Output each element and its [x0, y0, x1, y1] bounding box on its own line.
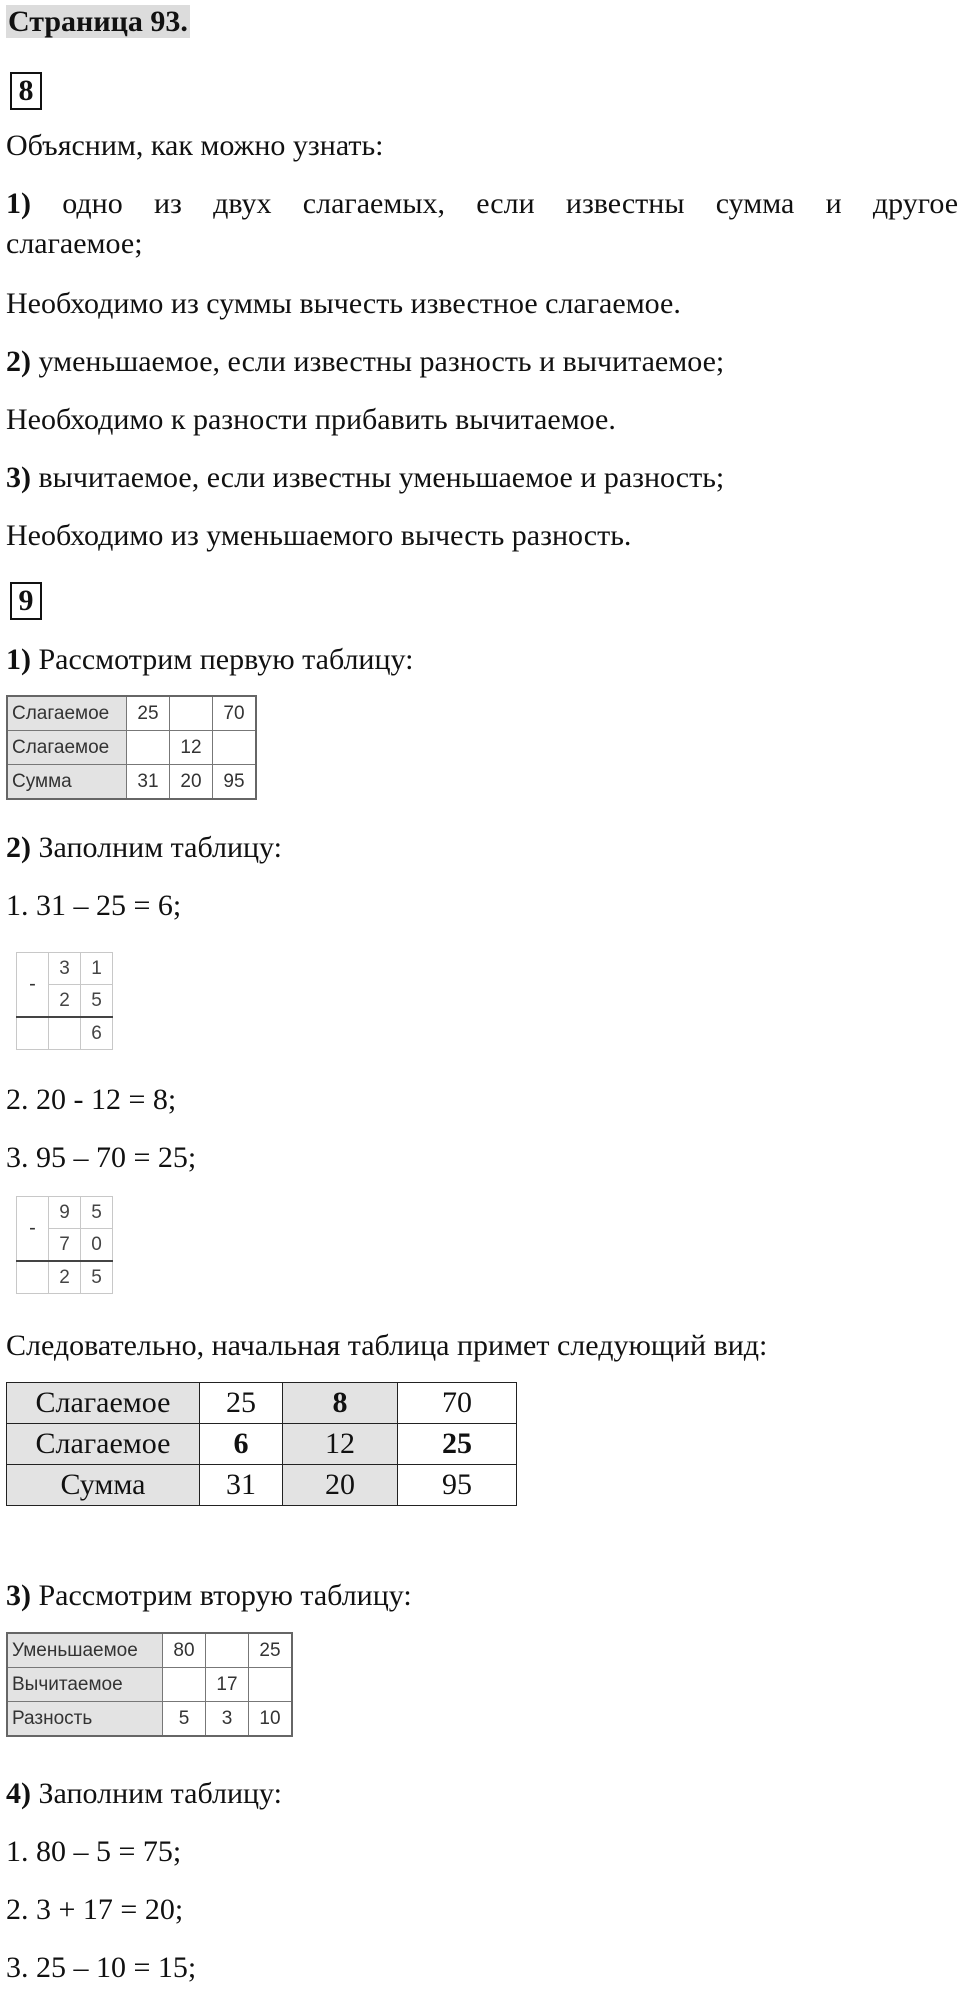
- digit: 2: [49, 985, 81, 1018]
- empty-cell: [17, 1017, 49, 1050]
- table-cell: 20: [170, 765, 213, 800]
- table-cell: 80: [163, 1633, 206, 1668]
- calculation-1: 1. 31 – 25 = 6;: [6, 889, 182, 922]
- task-8-item-1-question: 1) одно из двух слагаемых, если известны сумма и другое: [6, 187, 959, 220]
- first-table: [6, 695, 257, 800]
- table-row: [7, 1702, 292, 1737]
- digit: 5: [81, 985, 113, 1018]
- empty-cell: [17, 1261, 49, 1294]
- row-label: Сумма: [7, 765, 127, 800]
- table-cell: [170, 696, 213, 731]
- calculation-4: 1. 80 – 5 = 75;: [6, 1835, 182, 1868]
- table-row: [7, 1424, 517, 1465]
- table-cell: 31: [200, 1465, 283, 1506]
- table-cell: [213, 731, 257, 765]
- row-label: Слагаемое: [7, 1424, 200, 1465]
- table-cell-filled: 6: [200, 1424, 283, 1465]
- table-cell: 5: [163, 1702, 206, 1737]
- calculation-5: 2. 3 + 17 = 20;: [6, 1893, 184, 1926]
- table-cell: 70: [213, 696, 257, 731]
- table-cell: 95: [213, 765, 257, 800]
- table-row: [7, 1383, 517, 1424]
- digit: 3: [49, 953, 81, 985]
- result-table: [6, 1382, 517, 1506]
- second-table: [6, 1632, 293, 1737]
- digit: 5: [81, 1261, 113, 1294]
- table-cell: 20: [283, 1465, 398, 1506]
- table-row: [7, 731, 256, 765]
- task-9-step-3: 3) Рассмотрим вторую таблицу:: [6, 1579, 412, 1612]
- row-label: Уменьшаемое: [7, 1633, 163, 1668]
- table-cell: 31: [127, 765, 170, 800]
- digit: 2: [49, 1261, 81, 1294]
- task-8-intro: Объясним, как можно узнать:: [6, 129, 384, 162]
- page-title: Страница 93.: [8, 5, 188, 38]
- task-8-item-2-question: 2) уменьшаемое, если известны разность и вычитаемое;: [6, 345, 725, 378]
- table-cell-filled: 25: [398, 1424, 517, 1465]
- task-8-item-1-question-cont: слагаемое;: [6, 227, 143, 260]
- row-label: Слагаемое: [7, 696, 127, 731]
- minus-sign: -: [17, 1197, 49, 1262]
- calculation-2: 2. 20 - 12 = 8;: [6, 1083, 177, 1116]
- minus-sign: -: [17, 953, 49, 1018]
- column-subtraction-2: [16, 1196, 113, 1294]
- table-cell-filled: 8: [283, 1383, 398, 1424]
- row-label: Вычитаемое: [7, 1668, 163, 1702]
- table-cell: [163, 1668, 206, 1702]
- task-9-step-4: 4) Заполним таблицу:: [6, 1777, 283, 1810]
- digit: 6: [81, 1017, 113, 1050]
- table-cell: 3: [206, 1702, 249, 1737]
- table-row: [7, 765, 256, 800]
- row-label: Слагаемое: [7, 1383, 200, 1424]
- task-8-item-3-answer: Необходимо из уменьшаемого вычесть разность.: [6, 519, 632, 552]
- digit: 5: [81, 1197, 113, 1229]
- row-label: Разность: [7, 1702, 163, 1737]
- table-cell: [206, 1633, 249, 1668]
- task-9-step-1: 1) Рассмотрим первую таблицу:: [6, 643, 414, 676]
- calculation-6: 3. 25 – 10 = 15;: [6, 1951, 197, 1984]
- row-label: Слагаемое: [7, 731, 127, 765]
- table-row: [7, 1668, 292, 1702]
- digit: 1: [81, 953, 113, 985]
- conclusion-text: Следовательно, начальная таблица примет следующий вид:: [6, 1329, 768, 1362]
- task-9-step-2: 2) Заполним таблицу:: [6, 831, 283, 864]
- task-8-item-2-answer: Необходимо к разности прибавить вычитаемое.: [6, 403, 616, 436]
- task-8-number: 8: [10, 72, 42, 110]
- table-cell: [249, 1668, 293, 1702]
- table-cell: 10: [249, 1702, 293, 1737]
- table-row: [7, 696, 256, 731]
- table-cell: [127, 731, 170, 765]
- table-cell: 70: [398, 1383, 517, 1424]
- digit: 9: [49, 1197, 81, 1229]
- table-cell: 95: [398, 1465, 517, 1506]
- calculation-3: 3. 95 – 70 = 25;: [6, 1141, 197, 1174]
- column-subtraction-1: [16, 952, 113, 1050]
- table-cell: 25: [200, 1383, 283, 1424]
- row-label: Сумма: [7, 1465, 200, 1506]
- digit: 0: [81, 1229, 113, 1262]
- table-cell: 25: [249, 1633, 293, 1668]
- table-cell: 17: [206, 1668, 249, 1702]
- digit: 7: [49, 1229, 81, 1262]
- table-cell: 12: [170, 731, 213, 765]
- task-8-item-3-question: 3) вычитаемое, если известны уменьшаемое и разность;: [6, 461, 725, 494]
- table-cell: 25: [127, 696, 170, 731]
- task-9-number: 9: [10, 582, 42, 620]
- table-cell: 12: [283, 1424, 398, 1465]
- table-row: [7, 1633, 292, 1668]
- task-8-item-1-answer: Необходимо из суммы вычесть известное слагаемое.: [6, 287, 681, 320]
- digit: [49, 1017, 81, 1050]
- table-row: [7, 1465, 517, 1506]
